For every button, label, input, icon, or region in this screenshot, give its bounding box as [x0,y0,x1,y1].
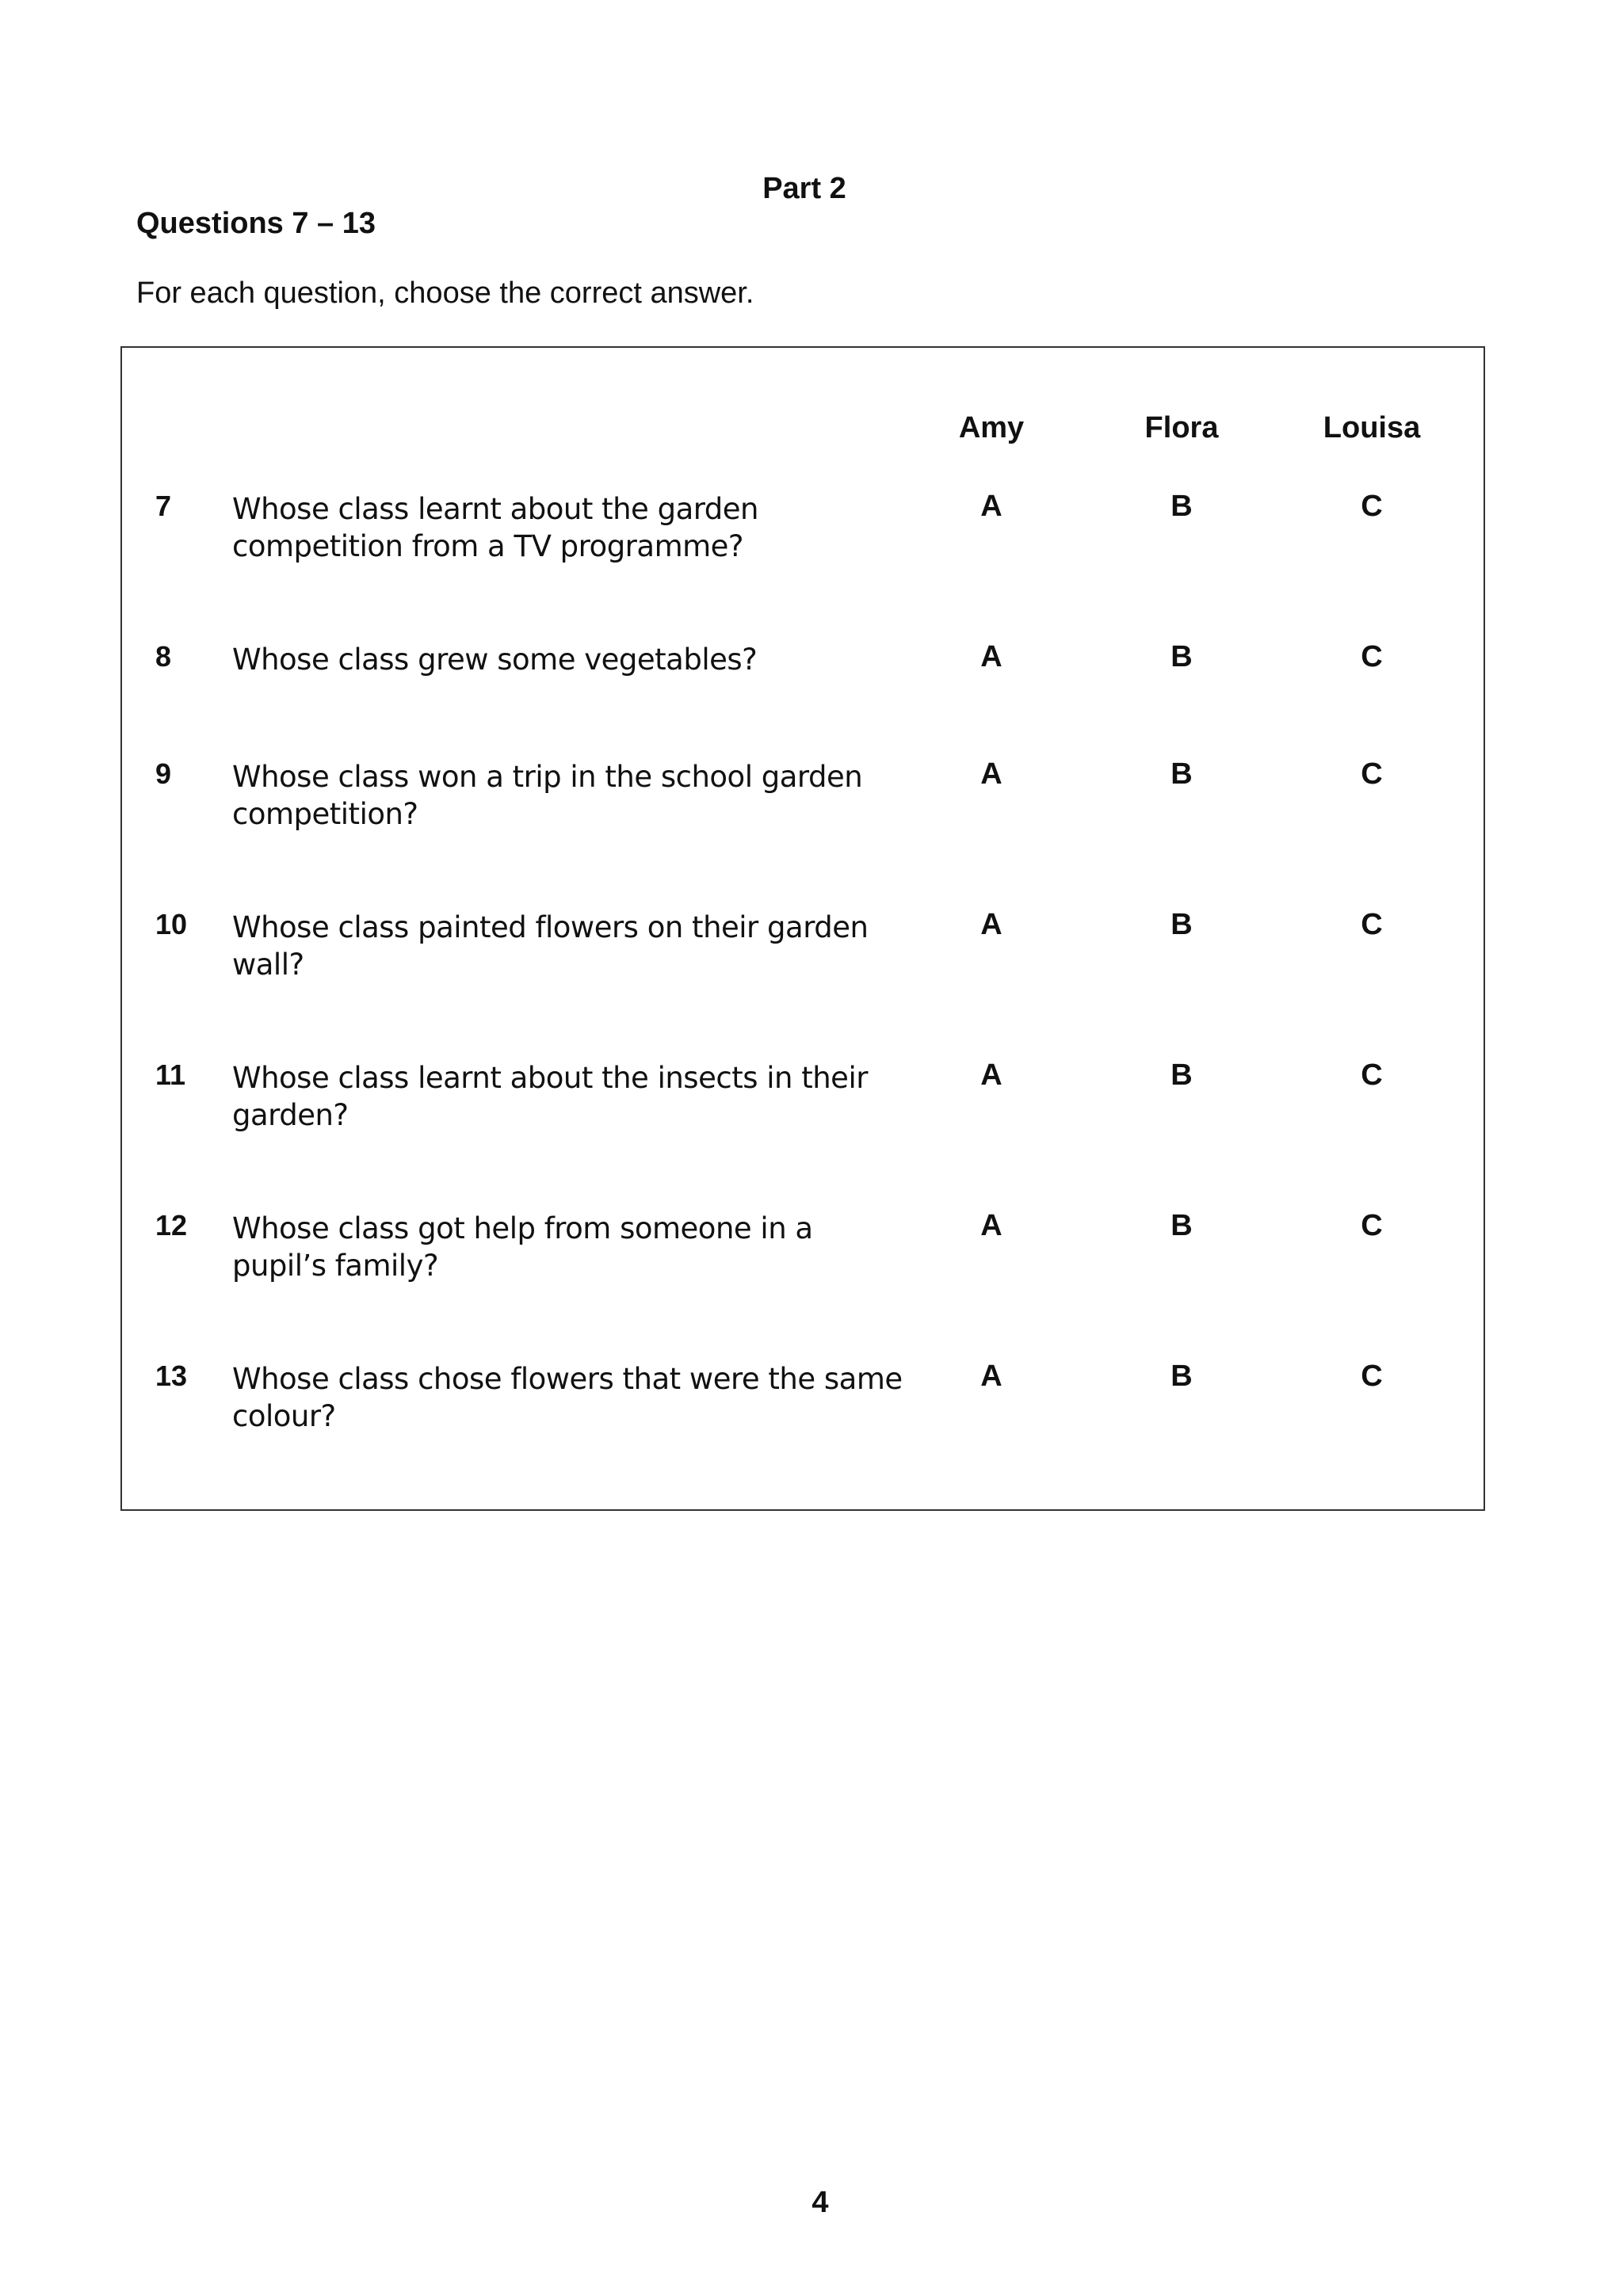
question-text: Whose class got help from someone in a pupil’s family? [232,1211,813,1283]
option-c[interactable]: C [1361,1360,1383,1393]
option-c[interactable]: C [1361,757,1383,791]
question-text: Whose class grew some vegetables? [232,643,758,677]
question-text: Whose class chose flowers that were the same colour? [232,1362,903,1433]
question-text: Whose class painted flowers on their garden wall? [232,910,869,982]
option-a[interactable]: A [980,908,1002,941]
option-b[interactable]: B [1170,640,1193,673]
question-row-9 [0,757,1623,852]
question-text: Whose class won a trip in the school garden competition? [232,760,863,831]
option-c[interactable]: C [1361,1058,1383,1092]
option-c[interactable]: C [1361,1209,1383,1242]
question-text: Whose class learnt about the garden competition from a TV programme? [232,492,759,563]
option-a[interactable]: A [980,757,1002,791]
option-a[interactable]: A [980,1360,1002,1393]
part-title: Part 2 [762,172,846,205]
question-row-11 [0,1058,1623,1153]
question-text: Whose class learnt about the insects in their garden? [232,1061,868,1132]
question-number: 8 [155,640,172,673]
option-b[interactable]: B [1170,1209,1193,1242]
option-b[interactable]: B [1170,908,1193,941]
question-row-12 [0,1208,1623,1303]
page-number: 4 [812,2186,829,2219]
option-c[interactable]: C [1361,640,1383,673]
option-a[interactable]: A [980,490,1002,523]
column-header-flora: Flora [1144,411,1219,444]
option-b[interactable]: B [1170,490,1193,523]
option-b[interactable]: B [1170,757,1193,791]
question-row-7 [0,489,1623,584]
question-number: 13 [155,1360,188,1392]
option-b[interactable]: B [1170,1058,1193,1092]
question-number: 9 [155,757,172,790]
instruction-text: For each question, choose the correct answer. [136,277,754,310]
question-number: 11 [155,1058,186,1091]
question-row-13 [0,1359,1623,1454]
question-number: 10 [155,908,188,940]
option-b[interactable]: B [1170,1360,1193,1393]
option-c[interactable]: C [1361,908,1383,941]
question-number: 12 [155,1209,188,1241]
option-a[interactable]: A [980,1209,1002,1242]
option-a[interactable]: A [980,1058,1002,1092]
option-a[interactable]: A [980,640,1002,673]
question-row-8 [0,639,1623,734]
question-number: 7 [155,490,172,522]
questions-heading: Questions 7 – 13 [136,207,376,240]
option-c[interactable]: C [1361,490,1383,523]
question-row-10 [0,907,1623,1002]
column-header-louisa: Louisa [1323,411,1421,444]
column-header-amy: Amy [958,411,1025,444]
